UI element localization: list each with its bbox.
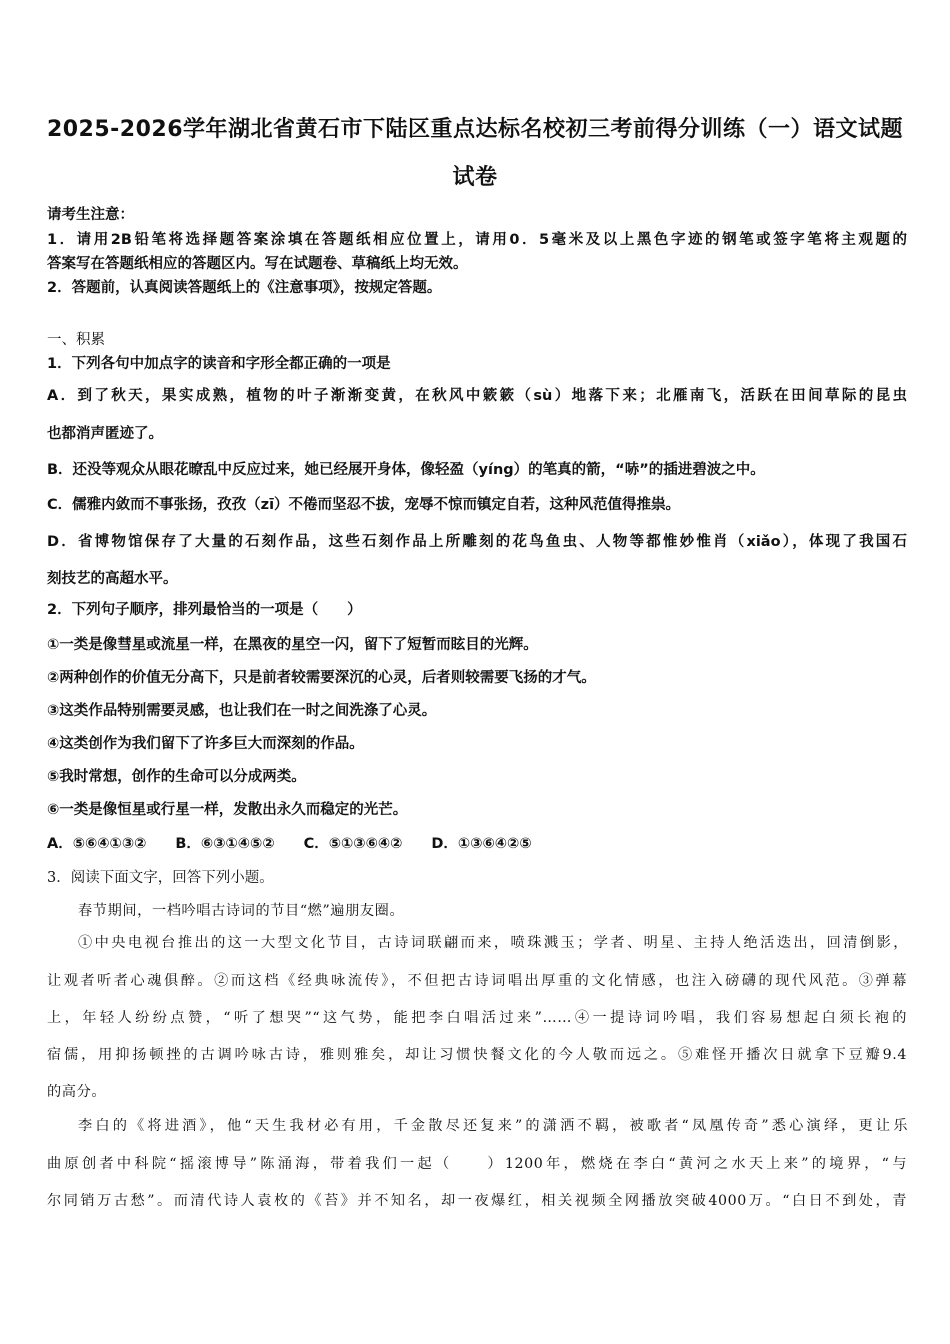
q1-option-a-line1: A．到了秋天，果实成熟，植物的叶子渐渐变黄，在秋风中簌簌（sù）地落下来；北雁南飞，活跃在田间草际的昆虫 <box>47 388 907 404</box>
notice-item1-line2: 答案写在答题纸相应的答题区内。写在试题卷、草稿纸上均无效。 <box>47 256 468 272</box>
q3-paragraph3-line3: 尔同销万古愁”。而清代诗人袁枚的《苔》并不知名，却一夜爆红，相关视频全网播放突破4000万。“白日不到处，青 <box>47 1193 907 1209</box>
q3-paragraph2-line2: 让观者听者心魂俱醉。②而这档《经典咏流传》，不但把古诗词唱出厚重的文化情感，也注入磅礴的现代风范。③弹幕 <box>47 973 907 989</box>
q3-paragraph2-line4: 宿儒，用抑扬顿挫的古调吟咏古诗，雅则雅矣，却让习惯快餐文化的今人敬而远之。⑤难怪开播次日就拿下豆瓣9.4 <box>47 1047 907 1063</box>
notice-item2: 2．答题前，认真阅读答题纸上的《注意事项》，按规定答题。 <box>47 280 442 296</box>
q2-stem: 2．下列句子顺序，排列最恰当的一项是（ ） <box>47 602 362 618</box>
section-heading: 一、积累 <box>47 332 105 348</box>
q2-sentence-4: ④这类创作为我们留下了许多巨大而深刻的作品。 <box>47 736 364 752</box>
q3-paragraph1: 春节期间，一档吟唱古诗词的节目“燃”遍朋友圈。 <box>78 903 405 919</box>
q1-option-d-line2: 刻技艺的高超水平。 <box>47 571 178 587</box>
q3-paragraph3-line1: 李白的《将进酒》，他“天生我材必有用，千金散尽还复来”的潇洒不羁，被歌者“凤凰传奇”悉心演绎，更让乐 <box>78 1118 908 1134</box>
q3-paragraph2-line3: 上，年轻人纷纷点赞，“听了想哭”“这气势，能把李白唱活过来”……④一提诗词吟唱，我们容易想起白须长袍的 <box>47 1010 907 1026</box>
q2-sentence-6: ⑥一类是像恒星或行星一样，发散出永久而稳定的光芒。 <box>47 802 408 818</box>
q2-sentence-2: ②两种创作的价值无分高下，只是前者较需要深沉的心灵，后者则较需要飞扬的才气。 <box>47 670 596 686</box>
q2-sentence-5: ⑤我时常想，创作的生命可以分成两类。 <box>47 769 306 785</box>
q1-option-d-line1: D．省博物馆保存了大量的石刻作品，这些石刻作品上所雕刻的花鸟鱼虫、人物等都惟妙惟肖（xiǎo），体现了我国石 <box>47 534 907 550</box>
q2-options: A．⑤⑥④①③② B．⑥③①④⑤② C．⑤①③⑥④② D．①③⑥④②⑤ <box>47 836 532 852</box>
q1-option-c: C．儒雅内敛而不事张扬，孜孜（zī）不倦而坚忍不拔，宠辱不惊而镇定自若，这种风范值得推祟。 <box>47 497 681 513</box>
q3-paragraph3-line2: 曲原创者中科院“摇滚博导”陈涌海，带着我们一起（ ）1200年，燃烧在李白“黄河之水天上来”的境界，“与 <box>47 1156 907 1172</box>
notice-item1-line1: 1．请用2B铅笔将选择题答案涂填在答题纸相应位置上，请用0．5毫米及以上黑色字迹的钢笔或签字笔将主观题的 <box>47 232 907 248</box>
q3-stem: 3．阅读下面文字，回答下列小题。 <box>47 870 274 886</box>
q3-paragraph2-line1: ①中央电视台推出的这一大型文化节目，古诗词联翩而来，喷珠溅玉；学者、明星、主持人绝活迭出，回清倒影， <box>78 935 908 951</box>
q1-stem: 1．下列各句中加点字的读音和字形全都正确的一项是 <box>47 356 391 372</box>
notice-heading: 请考生注意： <box>47 207 134 223</box>
doc-title-line1: 2025-2026学年湖北省黄石市下陆区重点达标名校初三考前得分训练（一）语文试题 <box>46 117 904 142</box>
q1-option-a-line2: 也都消声匿迹了。 <box>47 426 163 442</box>
q2-sentence-3: ③这类作品特别需要灵感，也让我们在一时之间洗涤了心灵。 <box>47 703 437 719</box>
q3-paragraph2-line5: 的高分。 <box>47 1084 107 1100</box>
q1-option-b: B．还没等观众从眼花暸乱中反应过来，她已经展开身体，像轻盈（yíng）的笔真的箭，“哧”的插进碧波之中。 <box>47 462 765 478</box>
q2-sentence-1: ①一类是像彗星或流星一样，在黑夜的星空一闪，留下了短暂而眩目的光辉。 <box>47 637 538 653</box>
doc-title-line2: 试卷 <box>452 165 498 190</box>
